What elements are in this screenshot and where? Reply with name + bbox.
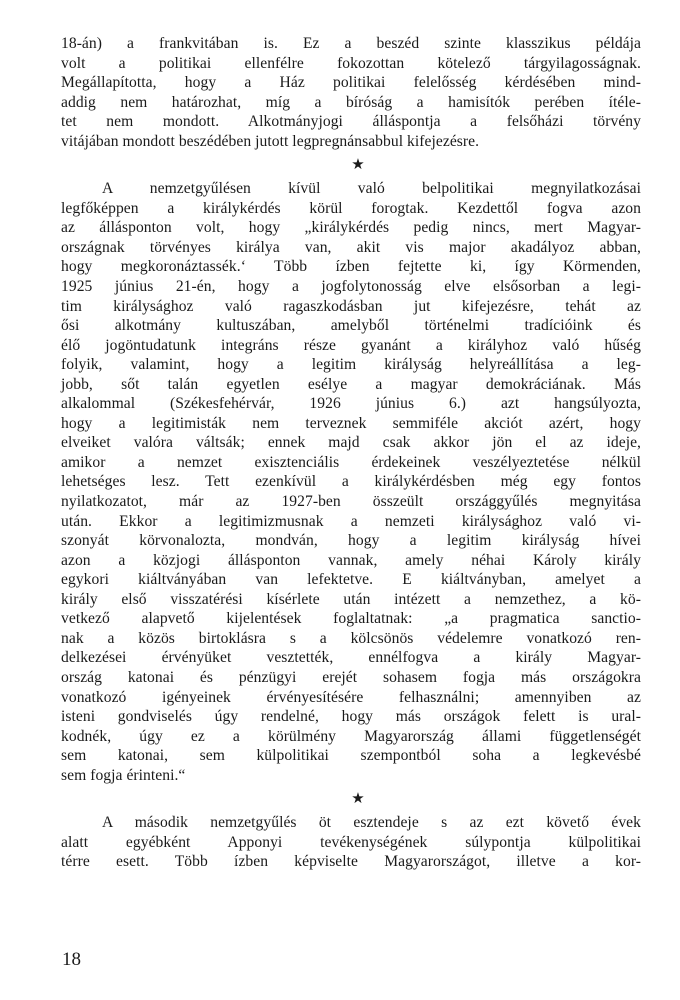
text-line: 18-án) a frankvitában is. Ez a beszéd szinte klasszikus példája [61, 35, 641, 52]
text-line: élő jogöntudatunk integráns része gyanánt a királyhoz való hűség [61, 336, 641, 354]
paragraph-3 [61, 813, 641, 872]
text-line: 1925 június 21-én, hogy a jogfolytonosság elve elsősorban a legi- [61, 278, 641, 296]
text-line: delkezései érvényüket vesztették, ennélfogva a király Magyar- [61, 649, 641, 667]
text-line: egykori kiáltványában van lefektetve. E kiáltványban, amelyet a [61, 571, 641, 589]
text-line: isteni gondviselés úgy rendelné, hogy más országok felett is ural- [61, 708, 641, 726]
text-line: jobb, sőt talán egyetlen esélye a magyar demokráciának. Más [61, 375, 641, 393]
text-line: szonyát körvonalozta, mondván, hogy a legitim királyság hívei [61, 532, 641, 550]
text-line: A nemzetgyűlésen kívül való belpolitikai megnyilatkozásai [102, 180, 641, 198]
text-line: térre esett. Több ízben képviselte Magyarországot, illetve a kor- [61, 853, 641, 871]
text-line: addig nem határozhat, míg a bíróság a hamisítók perében ítéle- [61, 93, 641, 111]
text-line: azon a közjogi állásponton vannak, amely néhai Károly király [61, 551, 641, 569]
text-line: az állásponton volt, hogy „királykérdés pedig nincs, mert Magyar- [61, 219, 641, 237]
page-body [61, 34, 641, 872]
text-line: hogy a legitimisták nem terveznek semmiféle akciót azért, hogy [61, 414, 641, 432]
text-line: sem katonai, sem külpolitikai szempontból soha a legkevésbé [61, 747, 641, 765]
text-line: alkalommal (Székesfehérvár, 1926 június 6.) azt hangsúlyozta, [61, 395, 641, 413]
text-line: hogy megkoronáztassék.‘ Több ízben fejtette ki, így Körmenden, [61, 258, 641, 276]
text-line: király első visszatérési kísérlete után intézett a nemzethez, a kö- [61, 590, 641, 608]
page-number: 18 [62, 949, 81, 970]
text-line: országnak törvényes királya van, akit vis major akadályoz abban, [61, 238, 641, 256]
text-line: ősi alkotmány kultuszában, amelyből történelmi tradícióink és [61, 317, 641, 335]
text-line: Megállapította, hogy a Ház politikai felelősség kérdésében mind- [61, 74, 641, 92]
text-line: vitájában mondott beszédében jutott legpregnánsabbul kifejezésre. [61, 132, 480, 150]
section-separator-star: ★ [351, 791, 365, 808]
text-line: nak a közös birtoklásra s a kölcsönös védelemre vonatkozó ren- [61, 629, 641, 647]
section-separator-star: ★ [351, 157, 365, 174]
text-line: amikor a nemzet exisztenciális érdekeinek veszélyeztetése nélkül [61, 453, 641, 471]
paragraph-1 [61, 34, 641, 151]
text-line: legfőképpen a királykérdés körül forogtak. Kezdettől fogva azon [61, 199, 641, 217]
text-line: vetkező alapvető kijelentések foglaltatnak: „a pragmatica sanctio- [61, 610, 641, 628]
text-line: kodnék, úgy ez a körülmény Magyarország állami függetlenségét [61, 727, 641, 745]
paragraph-2 [61, 179, 641, 785]
text-line: vonatkozó igényeinek érvényesítésére felhasználni; amennyiben az [61, 688, 641, 706]
text-line: sem fogja érinteni.“ [61, 766, 186, 784]
text-line: alatt egyébként Apponyi tevékenységének súlypontja külpolitikai [61, 833, 641, 851]
text-line: ország katonai és pénzügyi erejét sohasem fogja más országokra [61, 668, 641, 686]
text-line: elveiket valóra váltsák; ennek majd csak akkor jön el az ideje, [61, 434, 641, 452]
text-line: volt a politikai ellenfélre fokozottan kötelező tárgyilagosságnak. [61, 54, 641, 72]
text-line: folyik, valamint, hogy a legitim királyság helyreállítása a leg- [61, 356, 641, 374]
text-line: után. Ekkor a legitimizmusnak a nemzeti királysághoz való vi- [61, 512, 641, 530]
text-line: tim királysághoz való ragaszkodásban jut kifejezésre, tehát az [61, 297, 641, 315]
text-line: lehetséges lesz. Tett ezenkívül a királykérdésben még egy fontos [61, 473, 641, 491]
text-line: nyilatkozatot, már az 1927-ben összeült országgyűlés megnyitása [61, 493, 641, 511]
text-line: A második nemzetgyűlés öt esztendeje s az ezt követő évek [102, 814, 641, 832]
text-line: tet nem mondott. Alkotmányjogi álláspontja a felsőházi törvény [61, 113, 641, 131]
